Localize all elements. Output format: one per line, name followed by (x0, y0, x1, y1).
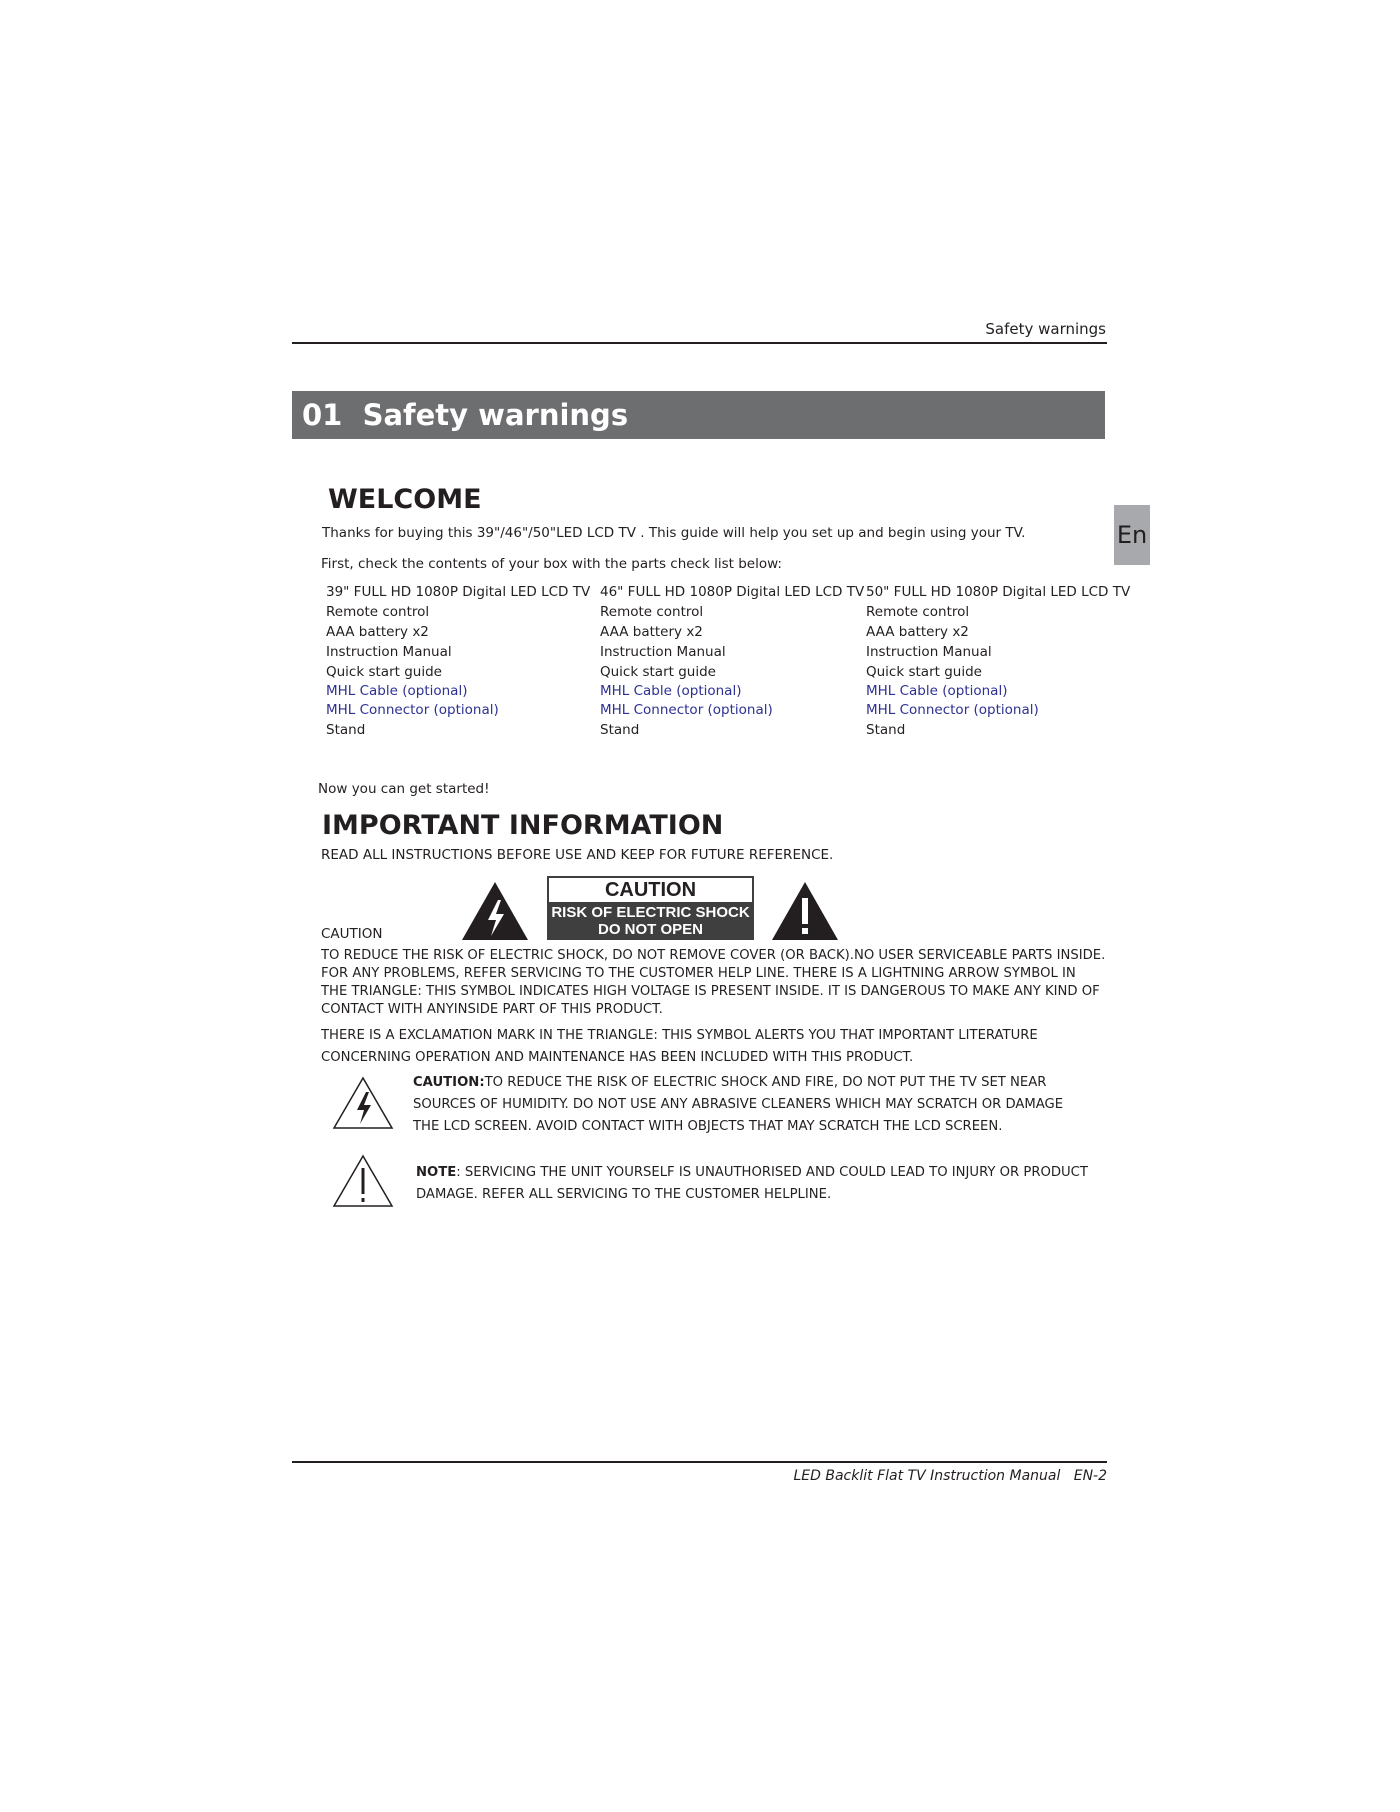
section-number: 01 (302, 398, 343, 432)
note-label: NOTE (416, 1165, 457, 1180)
check-list-intro: First, check the contents of your box with the parts check list below: (321, 556, 782, 572)
read-all-text: READ ALL INSTRUCTIONS BEFORE USE AND KEEP FOR FUTURE REFERENCE. (321, 847, 834, 863)
optional-item: MHL Connector (optional) (326, 702, 499, 718)
caution-label-title: CAUTION (549, 878, 752, 902)
parts-column-46 (600, 582, 864, 740)
model-name: 39" FULL HD 1080P Digital LED LCD TV (326, 584, 591, 600)
paragraph-line: THERE IS A EXCLAMATION MARK IN THE TRIANGLE: THIS SYMBOL ALERTS YOU THAT IMPORTANT LITERATURE (321, 1028, 1038, 1043)
list-item: Quick start guide (600, 664, 716, 680)
exclamation-paragraph (321, 1025, 1038, 1069)
page-number: EN-2 (1073, 1468, 1107, 1484)
caution-label (547, 876, 754, 940)
footer-rule (292, 1461, 1107, 1463)
optional-item: MHL Cable (optional) (600, 683, 742, 699)
list-item: AAA battery x2 (866, 624, 969, 640)
parts-column-50 (866, 582, 1130, 740)
exclamation-triangle-icon (770, 880, 840, 942)
running-header: Safety warnings (985, 320, 1106, 338)
important-heading: IMPORTANT INFORMATION (322, 810, 724, 841)
manual-title: LED Backlit Flat TV Instruction Manual (793, 1468, 1061, 1484)
section-title: Safety warnings (362, 398, 629, 432)
parts-column-39 (326, 582, 590, 740)
optional-item: MHL Cable (optional) (866, 683, 1008, 699)
list-item: Stand (326, 722, 366, 738)
caution-note-line: TO REDUCE THE RISK OF ELECTRIC SHOCK AND FIRE, DO NOT PUT THE TV SET NEAR (484, 1075, 1047, 1090)
caution-note (413, 1072, 1063, 1138)
welcome-intro: Thanks for buying this 39"/46"/50"LED LCD TV . This guide will help you set up and begin using your TV. (322, 525, 1026, 541)
list-item: Quick start guide (326, 664, 442, 680)
note-line: DAMAGE. REFER ALL SERVICING TO THE CUSTOMER HELPLINE. (416, 1187, 832, 1202)
language-tab: En (1114, 505, 1150, 565)
paragraph-line: CONCERNING OPERATION AND MAINTENANCE HAS BEEN INCLUDED WITH THIS PRODUCT. (321, 1050, 914, 1065)
exclamation-outline-icon (332, 1154, 394, 1208)
list-item: AAA battery x2 (600, 624, 703, 640)
caution-side-label: CAUTION (321, 926, 383, 942)
page-footer (292, 1468, 1107, 1484)
list-item: Instruction Manual (326, 644, 452, 660)
section-title-bar (292, 391, 1105, 439)
list-item: Stand (600, 722, 640, 738)
note-line: : SERVICING THE UNIT YOURSELF IS UNAUTHORISED AND COULD LEAD TO INJURY OR PRODUCT (456, 1165, 1088, 1180)
list-item: Stand (866, 722, 906, 738)
list-item: AAA battery x2 (326, 624, 429, 640)
paragraph-line: CONTACT WITH ANYINSIDE PART OF THIS PRODUCT. (321, 1002, 663, 1017)
optional-item: MHL Connector (optional) (866, 702, 1039, 718)
lightning-outline-icon (332, 1076, 394, 1130)
caution-note-line: SOURCES OF HUMIDITY. DO NOT USE ANY ABRASIVE CLEANERS WHICH MAY SCRATCH OR DAMAGE (413, 1097, 1064, 1112)
model-name: 46" FULL HD 1080P Digital LED LCD TV (600, 584, 865, 600)
header-rule (292, 342, 1107, 344)
service-note (416, 1162, 1088, 1206)
list-item: Instruction Manual (600, 644, 726, 660)
get-started-text: Now you can get started! (318, 781, 490, 797)
model-name: 50" FULL HD 1080P Digital LED LCD TV (866, 584, 1131, 600)
paragraph-line: TO REDUCE THE RISK OF ELECTRIC SHOCK, DO NOT REMOVE COVER (OR BACK).NO USER SERVICEABLE PARTS INSIDE. (321, 948, 1106, 963)
welcome-heading: WELCOME (328, 484, 482, 515)
list-item: Instruction Manual (866, 644, 992, 660)
optional-item: MHL Cable (optional) (326, 683, 468, 699)
caution-note-line: THE LCD SCREEN. AVOID CONTACT WITH OBJECTS THAT MAY SCRATCH THE LCD SCREEN. (413, 1119, 1003, 1134)
list-item: Remote control (600, 604, 704, 620)
caution-label-line2: DO NOT OPEN (597, 921, 703, 938)
paragraph-line: FOR ANY PROBLEMS, REFER SERVICING TO THE CUSTOMER HELP LINE. THERE IS A LIGHTNING ARROW SYMBOL IN (321, 966, 1076, 981)
optional-item: MHL Connector (optional) (600, 702, 773, 718)
list-item: Remote control (866, 604, 970, 620)
lightning-triangle-icon (460, 880, 530, 942)
caution-label-line1: RISK OF ELECTRIC SHOCK (551, 904, 750, 921)
caution-note-label: CAUTION: (413, 1075, 485, 1090)
paragraph-line: THE TRIANGLE: THIS SYMBOL INDICATES HIGH VOLTAGE IS PRESENT INSIDE. IT IS DANGEROUS TO MAKE ANY KIND OF (321, 984, 1100, 999)
list-item: Quick start guide (866, 664, 982, 680)
risk-paragraph (321, 947, 1105, 1019)
list-item: Remote control (326, 604, 430, 620)
